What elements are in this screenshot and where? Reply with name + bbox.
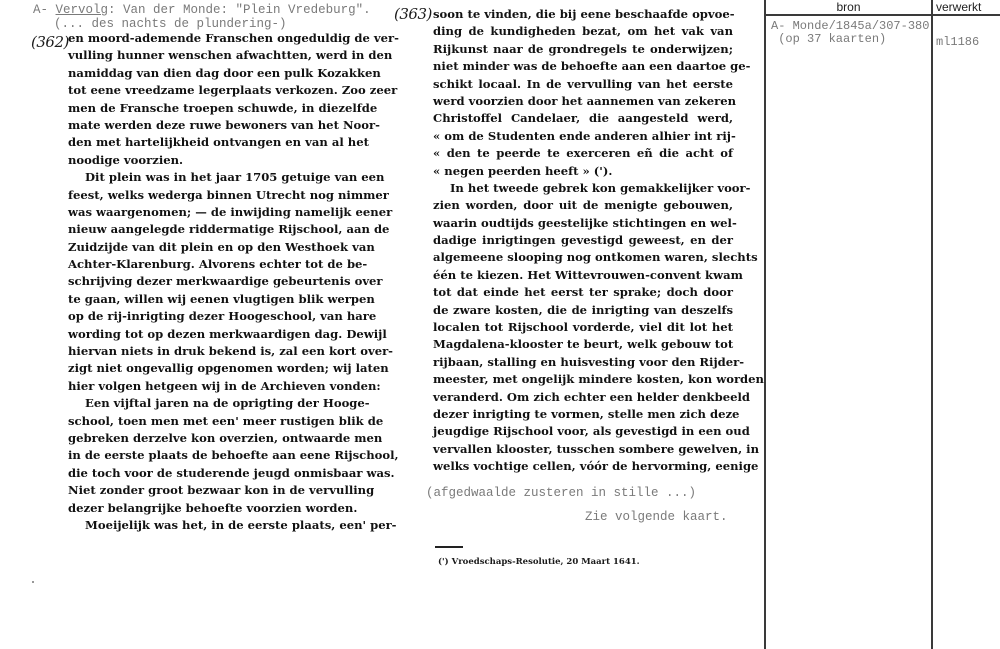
text-line: op de rij-inrigting dezer Hoogeschool, van hare <box>68 309 377 324</box>
text-line: school, toen men met een' meer rustigen blik de <box>68 413 384 428</box>
cell-bron <box>771 20 929 46</box>
text-line: veranderd. Om zich echter een helder denkbeeld <box>433 389 750 404</box>
text-line: localen tot Rijschool vorderde, viel dit lot het <box>433 320 733 335</box>
text-line: dadige inrigtingen gevestigd geweest, en der <box>433 233 733 248</box>
text-line: Rijkunst naar de grondregels te onderwijzen; <box>433 41 733 56</box>
text-line: welks vochtige cellen, vóór de hervorming, eenige <box>433 459 759 474</box>
header-note-continuation: (... des nachts de plundering-) <box>54 17 287 31</box>
text-line: Zuidzijde van dit plein en op den Westhoek van <box>68 239 375 254</box>
table-left-border <box>764 0 766 649</box>
typed-continuation: (afgedwaalde zusteren in stille ...) <box>426 486 697 500</box>
text-line: feest, welks wederga binnen Utrecht nog nimmer <box>68 187 389 202</box>
cell-bron-line1: A- Monde/1845a/307-380 <box>771 19 930 33</box>
text-line: werd voorzien door het aannemen van zekeren <box>433 93 737 108</box>
text-line: was waargenomen; — de inwijding namelijk eener <box>68 204 393 219</box>
cell-verwerkt: ml1186 <box>936 35 980 49</box>
text-line: wording tot op dezen merkwaardigen dag. Dewijl <box>68 326 387 341</box>
text-line: rijbaan, stalling en huisvesting voor den Rijder- <box>433 354 745 369</box>
text-line: Een vijftal jaren na de oprigting der Hooge- <box>85 396 370 411</box>
table-header-rule <box>764 14 1000 16</box>
text-line: zigt niet ongevallig opgenomen worden; wij laten <box>68 361 389 376</box>
header-note <box>33 3 371 17</box>
text-line: « negen peerden heeft » ('). <box>433 163 613 178</box>
text-line: en moord-ademende Franschen ongeduldig de ver- <box>68 31 399 45</box>
text-line: één te kiezen. Het Wittevrouwen-convent kwam <box>433 267 743 282</box>
text-line: gebreken derzelve kon overzien, ontwaarde men <box>68 430 383 445</box>
footnote-rule <box>435 546 463 548</box>
text-line: schikt locaal. In de vervulling van het eerste <box>433 76 733 91</box>
text-line: Niet zonder groot bezwaar kon in de vervulling <box>68 483 375 498</box>
scan-speck <box>32 581 34 583</box>
text-line: schrijving dezer merkwaardige gebeurtenis over <box>68 274 383 289</box>
text-line: dezer belangrijke behoefte voorzien worden. <box>68 500 358 515</box>
text-line: ding de kundigheden bezat, om het vak van <box>433 24 733 39</box>
text-line: tot dat einde het eerst ter sprake; doch door <box>433 285 733 300</box>
text-line: den met hartelijkheid ontvangen en van al het <box>68 135 369 150</box>
text-line: jeugdige Rijschool voor, als gevestigd in een oud <box>433 424 750 439</box>
right-page-number: (363) <box>394 5 432 23</box>
text-line: Achter-Klarenburg. Alvorens echter tot de be- <box>68 257 368 272</box>
text-line: waarin oudtijds geestelijke stichtingen en wel- <box>433 215 737 230</box>
text-line: hier volgen hetgeen wij in de Archieven vonden: <box>68 378 381 393</box>
text-line: Moeijelijk was het, in de eerste plaats, een' per- <box>85 517 397 532</box>
text-line: soon te vinden, die bij eene beschaafde opvoe- <box>433 7 735 21</box>
text-line: zien worden, door uit de menigte gebouwen, <box>433 198 733 213</box>
table-column-divider <box>931 0 933 649</box>
text-line: Magdalena-klooster te beurt, welk gebouw tot <box>433 337 734 352</box>
text-line: men de Fransche troepen schuwde, in diezelfde <box>68 100 378 115</box>
text-line: de zware kosten, die de inrigting van deszelfs <box>433 302 733 317</box>
text-line: dezer inrigting te vormen, stelle men zich deze <box>433 406 740 421</box>
text-line: vervallen klooster, tusschen sombere gewelven, in <box>433 441 760 456</box>
text-line: mate werden deze ruwe bewoners van het Noor- <box>68 117 380 132</box>
header-note-title: : Van der Monde: "Plein Vredeburg". <box>108 3 371 17</box>
right-page-text <box>433 6 764 476</box>
left-page-text <box>68 30 399 534</box>
text-line: tot eene vreedzame legerplaats verkozen. Zoo zeer <box>68 83 398 98</box>
text-line: hiervan niets in druk bekend is, zal een kort over- <box>68 344 393 359</box>
left-page-number: (362) <box>31 33 69 51</box>
text-line: niet minder was de behoefte aan een daartoe ge- <box>433 59 751 74</box>
column-header-bron: bron <box>836 0 861 14</box>
header-note-label: Vervolg <box>55 3 109 17</box>
text-line: Dit plein was in het jaar 1705 getuige van een <box>85 170 385 185</box>
typed-next-card-note: Zie volgende kaart. <box>585 510 728 524</box>
text-line: te gaan, willen wij eenen vlugtigen blik werpen <box>68 291 375 306</box>
text-line: In het tweede gebrek kon gemakkelijker voor- <box>450 180 751 195</box>
cell-bron-line2: (op 37 kaarten) <box>771 32 887 46</box>
text-line: nieuw aangelegde riddermatige Rijschool, aan de <box>68 222 390 237</box>
text-line: die toch voor de studerende jeugd onmisbaar was. <box>68 465 395 480</box>
source-table <box>764 0 1000 649</box>
column-header-verwerkt: verwerkt <box>936 0 982 14</box>
text-line: in de eerste plaats de behoefte aan eene Rijschool, <box>68 448 399 463</box>
text-line: Christoffel Candelaer, die aangesteld werd, <box>433 111 733 126</box>
text-line: noodige voorzien. <box>68 152 184 167</box>
text-line: meester, met ongelijk mindere kosten, kon worden <box>433 372 764 387</box>
footnote: (') Vroedschaps-Resolutie, 20 Maart 1641. <box>438 557 640 567</box>
text-line: namiddag van dien dag door een pulk Kozakken <box>68 65 381 80</box>
header-note-prefix: A- <box>33 3 56 17</box>
text-line: « om de Studenten ende anderen alhier int rij- <box>433 128 736 143</box>
text-line: vulling hunner wenschen afwachtten, werd in den <box>68 48 393 63</box>
text-line: « den te peerde te exerceren eñ die acht of <box>433 146 733 161</box>
text-line: algemeene slooping nog ontkomen waren, slechts <box>433 250 758 265</box>
